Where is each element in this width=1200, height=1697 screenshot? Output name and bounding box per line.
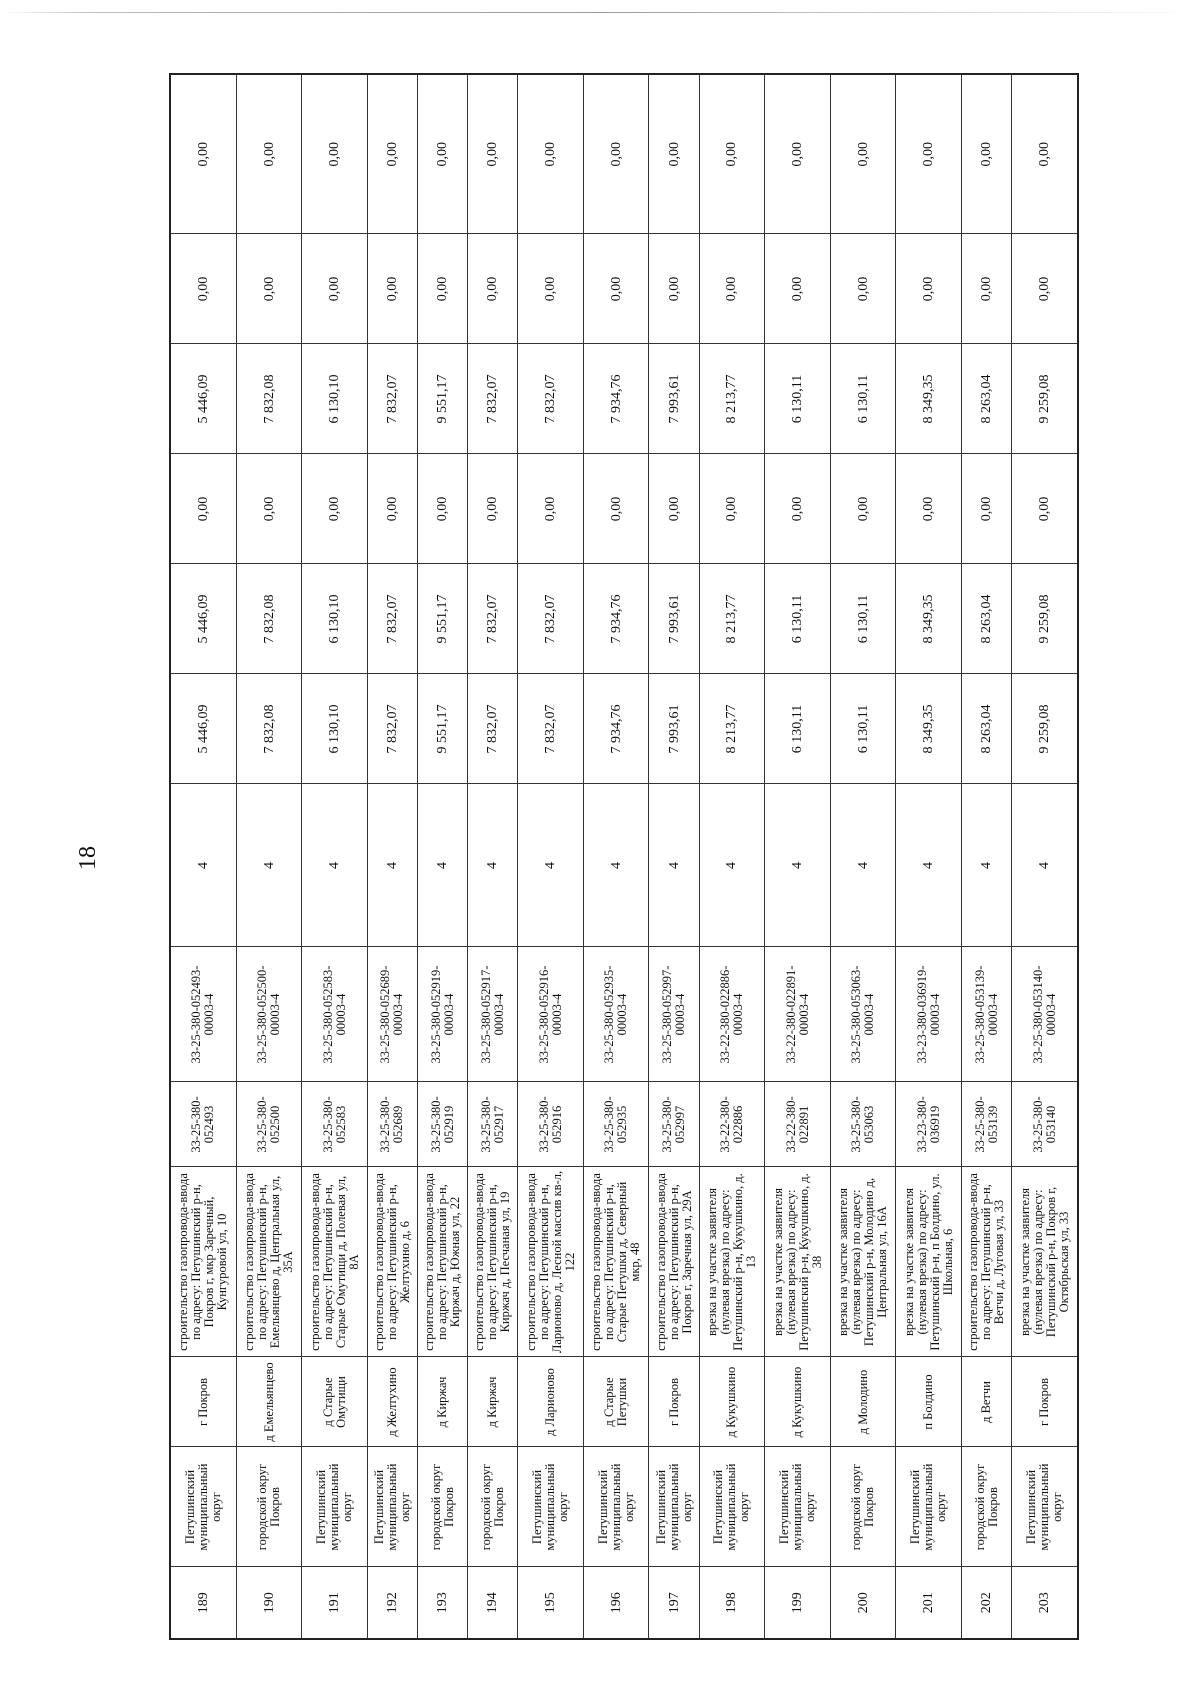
- value-3-cell: 0,00: [170, 454, 236, 564]
- value-4-cell: 9 551,17: [418, 344, 468, 454]
- value-6-cell: 0,00: [649, 74, 699, 234]
- locality-cell: д Кукушкино: [699, 1357, 765, 1447]
- table-row: [962, 74, 1012, 1639]
- value-4-cell: 6 130,10: [302, 344, 368, 454]
- value-6-cell: 0,00: [765, 74, 831, 234]
- row-number-cell: 197: [649, 1567, 699, 1639]
- locality-cell: д Кукушкино: [765, 1357, 831, 1447]
- value-3-cell: 0,00: [699, 454, 765, 564]
- description-cell: строительство газопровода-ввода по адресу: Петушинский р-н, Старые Омутищи д, Полевая ул, 8А: [302, 1167, 368, 1357]
- value-6-cell: 0,00: [236, 74, 302, 234]
- table-row: [896, 74, 962, 1639]
- code-cell: 33-25-380-053063: [830, 1082, 896, 1167]
- description-cell: врезка на участке заявителя (нулевая врезка) по адресу: Петушинский р-н, Покров г, Октябрьская ул, 33: [1012, 1167, 1078, 1357]
- table-row: [1012, 74, 1078, 1639]
- category-cell: 4: [699, 784, 765, 947]
- value-4-cell: 7 832,08: [236, 344, 302, 454]
- value-5-cell: 0,00: [699, 234, 765, 344]
- full-code-cell: 33-25-380-052919-00003-4: [418, 947, 468, 1082]
- value-5-cell: 0,00: [170, 234, 236, 344]
- value-3-cell: 0,00: [418, 454, 468, 564]
- value-5-cell: 0,00: [765, 234, 831, 344]
- value-2-cell: 7 832,07: [518, 564, 584, 674]
- table-row: [468, 74, 518, 1639]
- row-number-cell: 189: [170, 1567, 236, 1639]
- locality-cell: д Ларионово: [518, 1357, 584, 1447]
- row-number-cell: 199: [765, 1567, 831, 1639]
- district-cell: городской округ Покров: [418, 1447, 468, 1567]
- table-body: [170, 74, 1078, 1639]
- code-cell: 33-25-380-052500: [236, 1082, 302, 1167]
- full-code-cell: 33-25-380-052689-00003-4: [367, 947, 417, 1082]
- full-code-cell: 33-25-380-053140-00003-4: [1012, 947, 1078, 1082]
- full-code-cell: 33-23-380-036919-00003-4: [896, 947, 962, 1082]
- value-1-cell: 7 832,07: [367, 674, 417, 784]
- value-5-cell: 0,00: [1012, 234, 1078, 344]
- district-cell: городской округ Покров: [962, 1447, 1012, 1567]
- locality-cell: д Емельянцево: [236, 1357, 302, 1447]
- value-1-cell: 6 130,10: [302, 674, 368, 784]
- value-4-cell: 7 993,61: [649, 344, 699, 454]
- row-number-cell: 201: [896, 1567, 962, 1639]
- locality-cell: г Покров: [649, 1357, 699, 1447]
- description-cell: строительство газопровода-ввода по адресу: Петушинский р-н, Старые Петушки д, Северный мкр, 48: [583, 1167, 649, 1357]
- value-5-cell: 0,00: [367, 234, 417, 344]
- value-1-cell: 6 130,11: [830, 674, 896, 784]
- value-6-cell: 0,00: [170, 74, 236, 234]
- row-number-cell: 194: [468, 1567, 518, 1639]
- district-cell: городской округ Покров: [830, 1447, 896, 1567]
- value-5-cell: 0,00: [896, 234, 962, 344]
- table-row: [518, 74, 584, 1639]
- code-cell: 33-22-380-022891: [765, 1082, 831, 1167]
- table-row: [236, 74, 302, 1639]
- category-cell: 4: [896, 784, 962, 947]
- value-3-cell: 0,00: [830, 454, 896, 564]
- category-cell: 4: [962, 784, 1012, 947]
- value-2-cell: 6 130,11: [830, 564, 896, 674]
- value-6-cell: 0,00: [583, 74, 649, 234]
- table-row: [830, 74, 896, 1639]
- value-1-cell: 7 832,07: [468, 674, 518, 784]
- code-cell: 33-23-380-036919: [896, 1082, 962, 1167]
- district-cell: Петушинский муниципальный округ: [699, 1447, 765, 1567]
- description-cell: строительство газопровода-ввода по адресу: Петушинский р-н, Киржач д, Южная ул, 22: [418, 1167, 468, 1357]
- description-cell: строительство газопровода-ввода по адресу: Петушинский р-н, Ветчи д, Луговая ул, 33: [962, 1167, 1012, 1357]
- value-6-cell: 0,00: [367, 74, 417, 234]
- value-5-cell: 0,00: [236, 234, 302, 344]
- row-number-cell: 202: [962, 1567, 1012, 1639]
- data-table: [169, 73, 1079, 1640]
- category-cell: 4: [518, 784, 584, 947]
- code-cell: 33-25-380-052689: [367, 1082, 417, 1167]
- locality-cell: д Киржач: [468, 1357, 518, 1447]
- value-3-cell: 0,00: [896, 454, 962, 564]
- value-1-cell: 7 934,76: [583, 674, 649, 784]
- locality-cell: д Киржач: [418, 1357, 468, 1447]
- value-1-cell: 6 130,11: [765, 674, 831, 784]
- full-code-cell: 33-25-380-053139-00003-4: [962, 947, 1012, 1082]
- locality-cell: д Ветчи: [962, 1357, 1012, 1447]
- value-6-cell: 0,00: [962, 74, 1012, 234]
- code-cell: 33-25-380-052935: [583, 1082, 649, 1167]
- description-cell: строительство газопровода-ввода по адресу: Петушинский р-н, Покров г, мкр Заречный, Кунгуровой ул, 10: [170, 1167, 236, 1357]
- value-1-cell: 8 213,77: [699, 674, 765, 784]
- value-5-cell: 0,00: [962, 234, 1012, 344]
- category-cell: 4: [302, 784, 368, 947]
- value-4-cell: 7 832,07: [367, 344, 417, 454]
- value-6-cell: 0,00: [896, 74, 962, 234]
- value-5-cell: 0,00: [583, 234, 649, 344]
- value-5-cell: 0,00: [518, 234, 584, 344]
- table-row: [367, 74, 417, 1639]
- code-cell: 33-25-380-052997: [649, 1082, 699, 1167]
- district-cell: Петушинский муниципальный округ: [1012, 1447, 1078, 1567]
- value-1-cell: 9 259,08: [1012, 674, 1078, 784]
- code-cell: 33-25-380-052916: [518, 1082, 584, 1167]
- description-cell: строительство газопровода-ввода по адресу: Петушинский р-н, Киржач д, Песчаная ул, 19: [468, 1167, 518, 1357]
- row-number-cell: 200: [830, 1567, 896, 1639]
- value-1-cell: 9 551,17: [418, 674, 468, 784]
- value-2-cell: 7 934,76: [583, 564, 649, 674]
- full-code-cell: 33-25-380-052500-00003-4: [236, 947, 302, 1082]
- value-6-cell: 0,00: [1012, 74, 1078, 234]
- value-2-cell: 7 993,61: [649, 564, 699, 674]
- value-6-cell: 0,00: [830, 74, 896, 234]
- locality-cell: д Старые Петушки: [583, 1357, 649, 1447]
- value-4-cell: 6 130,11: [830, 344, 896, 454]
- value-1-cell: 7 832,07: [518, 674, 584, 784]
- value-5-cell: 0,00: [468, 234, 518, 344]
- row-number-cell: 195: [518, 1567, 584, 1639]
- value-2-cell: 8 349,35: [896, 564, 962, 674]
- description-cell: строительство газопровода-ввода по адресу: Петушинский р-н, Ларионово д, Лесной массив кв-л, 122: [518, 1167, 584, 1357]
- value-1-cell: 7 993,61: [649, 674, 699, 784]
- description-cell: строительство газопровода-ввода по адресу: Петушинский р-н, Емельянцево д, Центральная ул, 35А: [236, 1167, 302, 1357]
- locality-cell: г Покров: [1012, 1357, 1078, 1447]
- value-1-cell: 8 349,35: [896, 674, 962, 784]
- full-code-cell: 33-25-380-052493-00003-4: [170, 947, 236, 1082]
- value-2-cell: 5 446,09: [170, 564, 236, 674]
- locality-cell: г Покров: [170, 1357, 236, 1447]
- row-number-cell: 193: [418, 1567, 468, 1639]
- value-3-cell: 0,00: [468, 454, 518, 564]
- row-number-cell: 198: [699, 1567, 765, 1639]
- table-row: [583, 74, 649, 1639]
- value-3-cell: 0,00: [302, 454, 368, 564]
- table-row: [302, 74, 368, 1639]
- table-row: [170, 74, 236, 1639]
- code-cell: 33-25-380-052493: [170, 1082, 236, 1167]
- value-3-cell: 0,00: [765, 454, 831, 564]
- full-code-cell: 33-25-380-052583-00003-4: [302, 947, 368, 1082]
- value-6-cell: 0,00: [518, 74, 584, 234]
- locality-cell: д Желтухино: [367, 1357, 417, 1447]
- category-cell: 4: [418, 784, 468, 947]
- category-cell: 4: [830, 784, 896, 947]
- code-cell: 33-25-380-052917: [468, 1082, 518, 1167]
- value-3-cell: 0,00: [649, 454, 699, 564]
- locality-cell: п Болдино: [896, 1357, 962, 1447]
- description-cell: врезка на участке заявителя (нулевая врезка) по адресу: Петушинский р-н, Молодино д, Центральная ул, 16А: [830, 1167, 896, 1357]
- row-number-cell: 203: [1012, 1567, 1078, 1639]
- full-code-cell: 33-25-380-052917-00003-4: [468, 947, 518, 1082]
- category-cell: 4: [1012, 784, 1078, 947]
- district-cell: Петушинский муниципальный округ: [583, 1447, 649, 1567]
- value-5-cell: 0,00: [418, 234, 468, 344]
- code-cell: 33-25-380-053140: [1012, 1082, 1078, 1167]
- value-2-cell: 9 551,17: [418, 564, 468, 674]
- value-4-cell: 7 832,07: [468, 344, 518, 454]
- description-cell: врезка на участке заявителя (нулевая врезка) по адресу: Петушинский р-н, п Болдино, ул. Школьная, 6: [896, 1167, 962, 1357]
- value-5-cell: 0,00: [302, 234, 368, 344]
- value-1-cell: 7 832,08: [236, 674, 302, 784]
- table-container: [169, 75, 1079, 1640]
- code-cell: 33-25-380-052919: [418, 1082, 468, 1167]
- value-4-cell: 8 349,35: [896, 344, 962, 454]
- value-5-cell: 0,00: [830, 234, 896, 344]
- full-code-cell: 33-25-380-052935-00003-4: [583, 947, 649, 1082]
- value-4-cell: 5 446,09: [170, 344, 236, 454]
- value-3-cell: 0,00: [236, 454, 302, 564]
- row-number-cell: 191: [302, 1567, 368, 1639]
- category-cell: 4: [170, 784, 236, 947]
- scan-artifact-line: [0, 12, 1200, 13]
- value-2-cell: 7 832,07: [468, 564, 518, 674]
- value-2-cell: 9 259,08: [1012, 564, 1078, 674]
- district-cell: Петушинский муниципальный округ: [302, 1447, 368, 1567]
- table-row: [418, 74, 468, 1639]
- district-cell: Петушинский муниципальный округ: [765, 1447, 831, 1567]
- row-number-cell: 196: [583, 1567, 649, 1639]
- full-code-cell: 33-25-380-052997-00003-4: [649, 947, 699, 1082]
- value-1-cell: 8 263,04: [962, 674, 1012, 784]
- description-cell: врезка на участке заявителя (нулевая врезка) по адресу: Петушинский р-н, Кукушкино, д. 13: [699, 1167, 765, 1357]
- value-4-cell: 7 832,07: [518, 344, 584, 454]
- district-cell: Петушинский муниципальный округ: [170, 1447, 236, 1567]
- full-code-cell: 33-22-380-022886-00003-4: [699, 947, 765, 1082]
- value-6-cell: 0,00: [302, 74, 368, 234]
- value-6-cell: 0,00: [468, 74, 518, 234]
- page-number: 18: [75, 846, 101, 870]
- code-cell: 33-25-380-052583: [302, 1082, 368, 1167]
- row-number-cell: 192: [367, 1567, 417, 1639]
- district-cell: городской округ Покров: [236, 1447, 302, 1567]
- value-4-cell: 8 213,77: [699, 344, 765, 454]
- value-4-cell: 9 259,08: [1012, 344, 1078, 454]
- description-cell: врезка на участке заявителя (нулевая врезка) по адресу: Петушинский р-н, Кукушкино, д. 38: [765, 1167, 831, 1357]
- category-cell: 4: [765, 784, 831, 947]
- district-cell: Петушинский муниципальный округ: [896, 1447, 962, 1567]
- value-2-cell: 6 130,10: [302, 564, 368, 674]
- district-cell: городской округ Покров: [468, 1447, 518, 1567]
- full-code-cell: 33-25-380-053063-00003-4: [830, 947, 896, 1082]
- category-cell: 4: [367, 784, 417, 947]
- full-code-cell: 33-25-380-052916-00003-4: [518, 947, 584, 1082]
- value-3-cell: 0,00: [367, 454, 417, 564]
- value-6-cell: 0,00: [699, 74, 765, 234]
- value-2-cell: 7 832,07: [367, 564, 417, 674]
- value-2-cell: 8 213,77: [699, 564, 765, 674]
- table-row: [699, 74, 765, 1639]
- value-6-cell: 0,00: [418, 74, 468, 234]
- district-cell: Петушинский муниципальный округ: [518, 1447, 584, 1567]
- value-5-cell: 0,00: [649, 234, 699, 344]
- value-2-cell: 7 832,08: [236, 564, 302, 674]
- category-cell: 4: [583, 784, 649, 947]
- category-cell: 4: [468, 784, 518, 947]
- table-row: [765, 74, 831, 1639]
- value-2-cell: 8 263,04: [962, 564, 1012, 674]
- value-3-cell: 0,00: [962, 454, 1012, 564]
- district-cell: Петушинский муниципальный округ: [367, 1447, 417, 1567]
- locality-cell: д Молодино: [830, 1357, 896, 1447]
- category-cell: 4: [236, 784, 302, 947]
- code-cell: 33-22-380-022886: [699, 1082, 765, 1167]
- description-cell: строительство газопровода-ввода по адресу: Петушинский р-н, Покров г, Заречная ул, 29А: [649, 1167, 699, 1357]
- value-3-cell: 0,00: [518, 454, 584, 564]
- value-4-cell: 7 934,76: [583, 344, 649, 454]
- full-code-cell: 33-22-380-022891-00003-4: [765, 947, 831, 1082]
- value-3-cell: 0,00: [583, 454, 649, 564]
- description-cell: строительство газопровода-ввода по адресу: Петушинский р-н, Желтухино д, 6: [367, 1167, 417, 1357]
- table-row: [649, 74, 699, 1639]
- value-3-cell: 0,00: [1012, 454, 1078, 564]
- value-4-cell: 6 130,11: [765, 344, 831, 454]
- category-cell: 4: [649, 784, 699, 947]
- code-cell: 33-25-380-053139: [962, 1082, 1012, 1167]
- value-1-cell: 5 446,09: [170, 674, 236, 784]
- value-4-cell: 8 263,04: [962, 344, 1012, 454]
- row-number-cell: 190: [236, 1567, 302, 1639]
- locality-cell: д Старые Омутищи: [302, 1357, 368, 1447]
- value-2-cell: 6 130,11: [765, 564, 831, 674]
- district-cell: Петушинский муниципальный округ: [649, 1447, 699, 1567]
